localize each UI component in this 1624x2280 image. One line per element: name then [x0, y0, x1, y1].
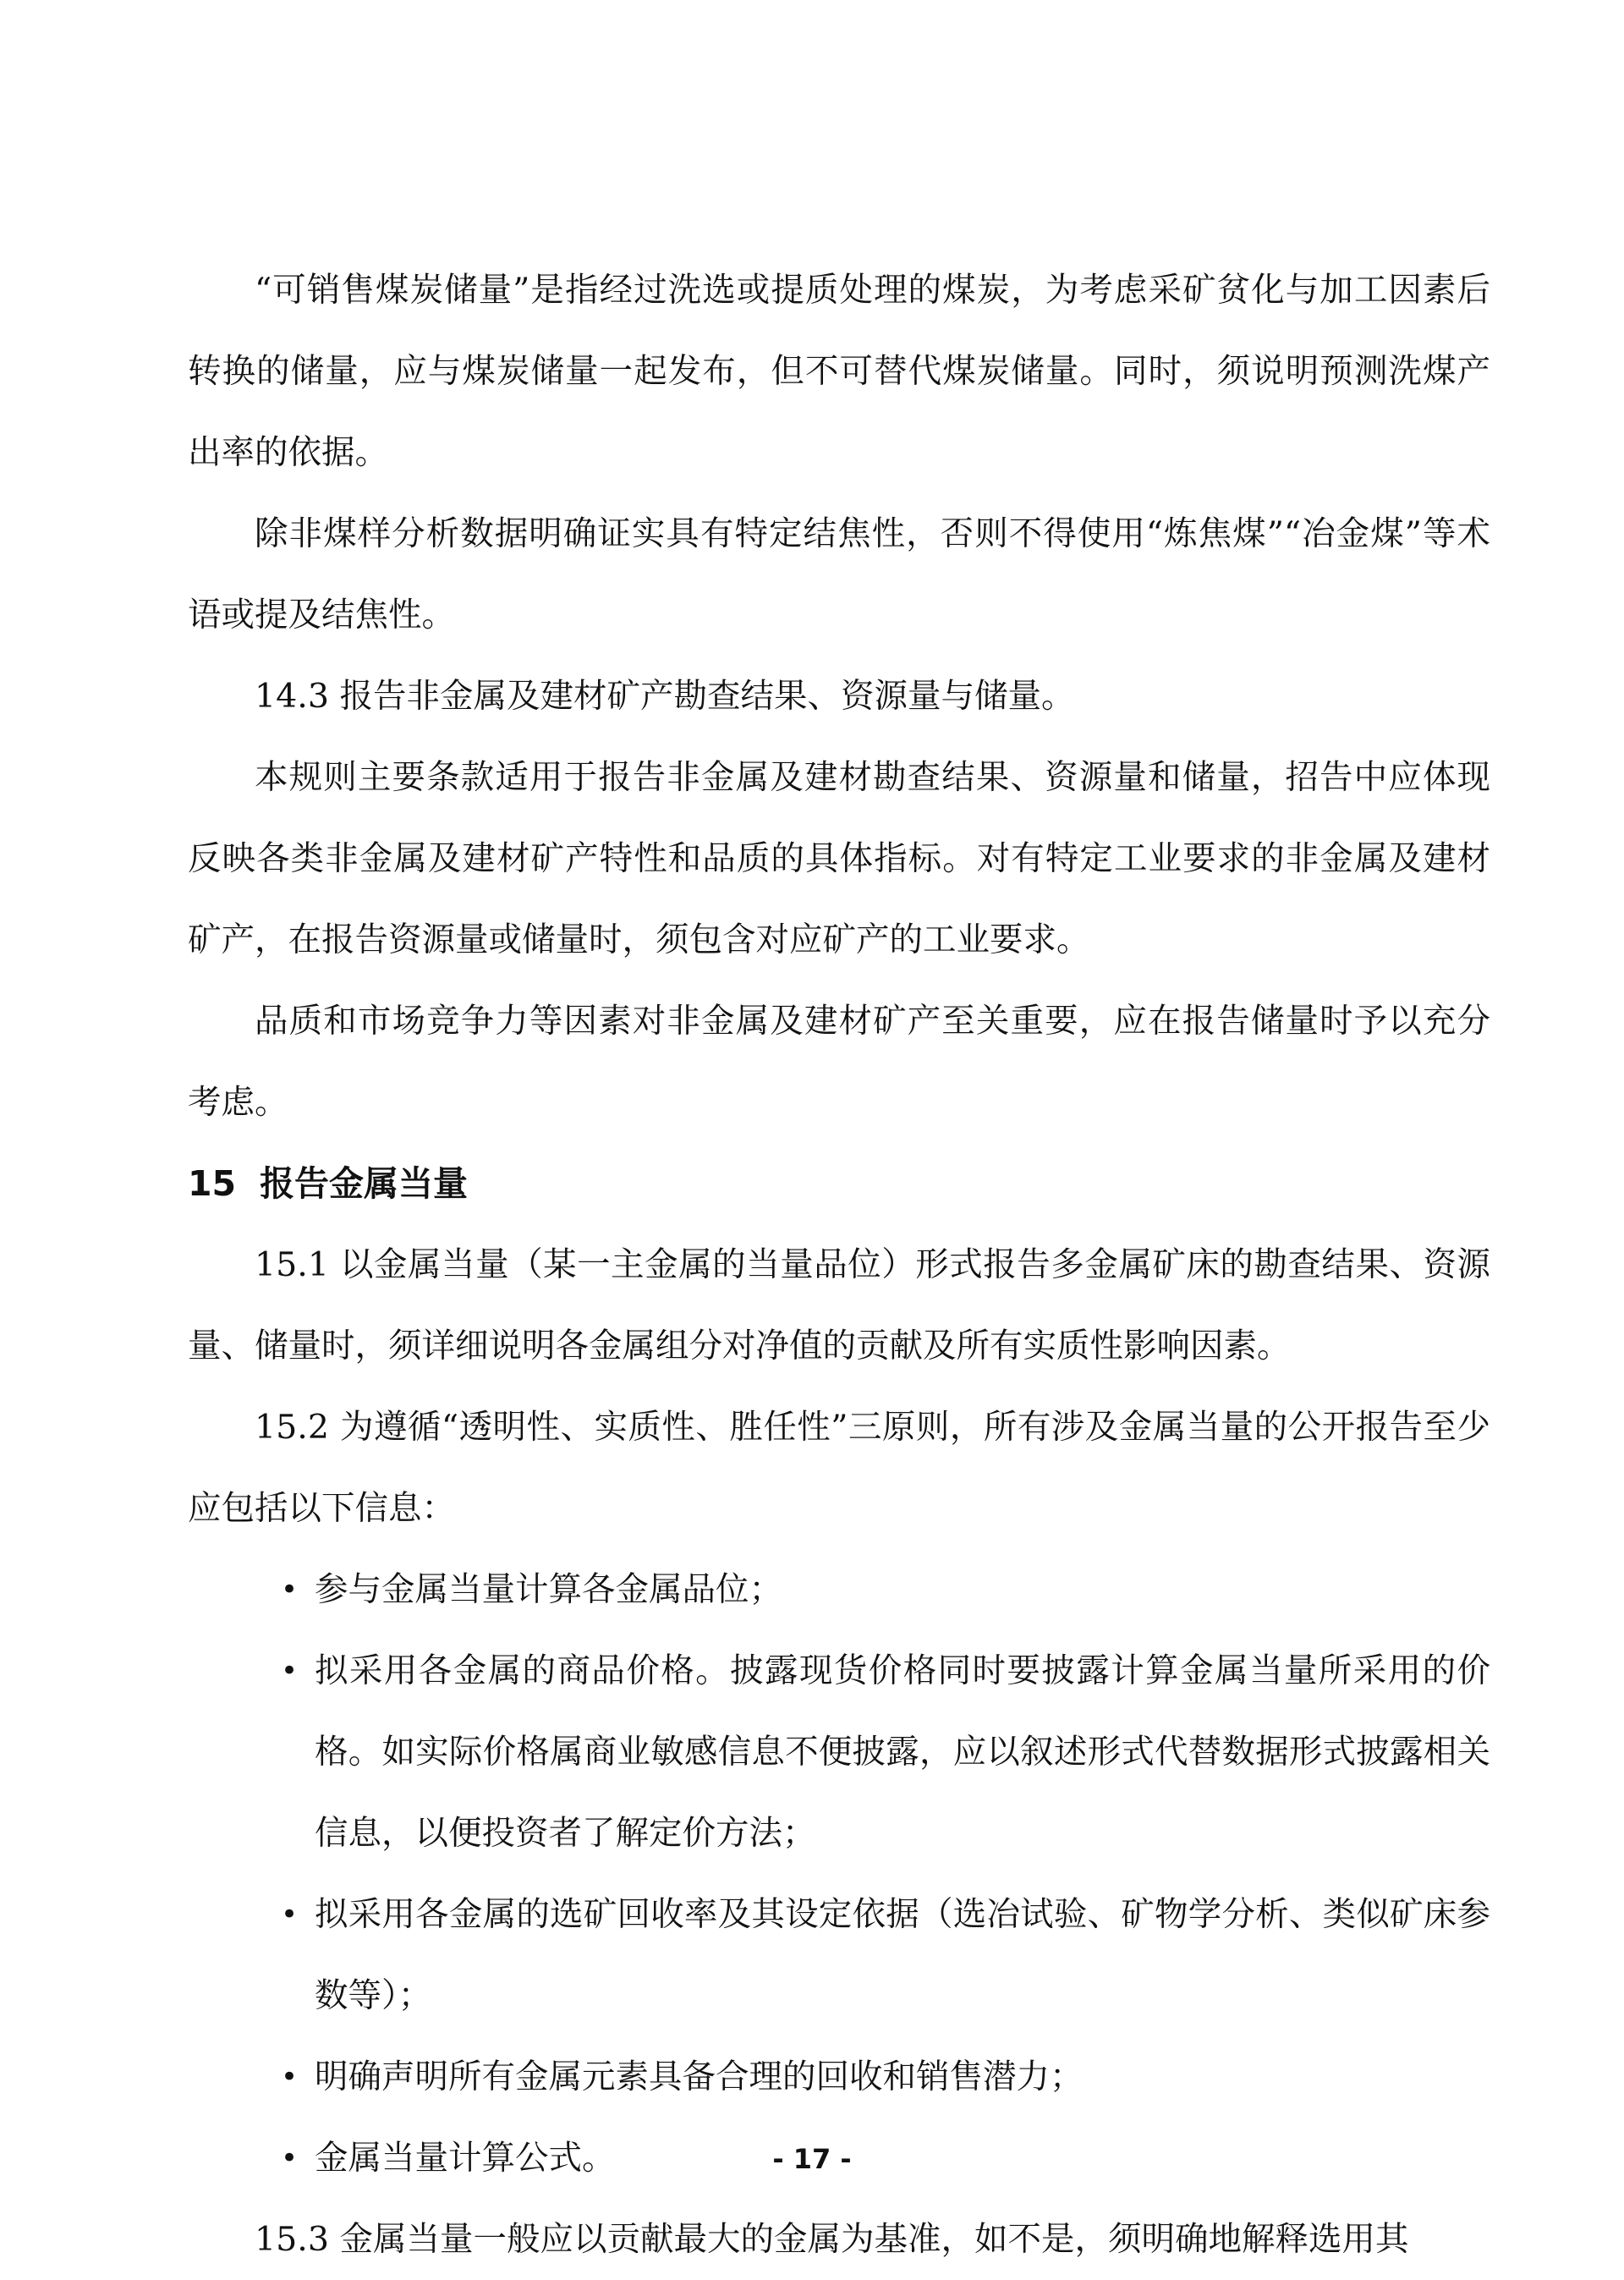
page-number: - 17 - [772, 2143, 852, 2175]
requirements-list [188, 1549, 1490, 2199]
paragraph-15-3: 15.3 金属当量一般应以贡献最大的金属为基准，如不是，须明确地解释选用其 [255, 2220, 1409, 2259]
bullet-icon: • [281, 1654, 299, 1688]
paragraph-quality-market: 品质和市场竞争力等因素对非金属及建材矿产至关重要，应在报告储量时予以充分考虑。 [188, 1002, 1490, 1122]
paragraph-saleable-coal: “可销售煤炭储量”是指经过洗选或提质处理的煤炭，为考虑采矿贫化与加工因素后转换的储量，应与煤炭储量一起发布，但不可替代煤炭储量。同时，须说明预测洗煤产出率的依据。 [188, 271, 1490, 472]
paragraph-15-2: 15.2 为遵循“透明性、实质性、胜任性”三原则，所有涉及金属当量的公开报告至少应包括以下信息： [188, 1408, 1490, 1528]
section-number: 15 [188, 1163, 237, 1204]
bullet-icon: • [281, 1573, 299, 1607]
list-item [188, 1549, 1490, 1630]
list-item [188, 1874, 1490, 2036]
list-item-text: 明确声明所有金属元素具备合理的回收和销售潜力； [315, 2057, 1084, 2096]
list-item-text: 金属当量计算公式。 [315, 2139, 616, 2178]
paragraph-15-1: 15.1 以金属当量（某一主金属的当量品位）形式报告多金属矿床的勘查结果、资源量、储量时，须详细说明各金属组分对净值的贡献及所有实质性影响因素。 [188, 1245, 1490, 1365]
section-heading [188, 1143, 1490, 1224]
list-item-text: 拟采用各金属的商品价格。披露现货价格同时要披露计算金属当量所采用的价格。如实际价格属商业敏感信息不便披露，应以叙述形式代替数据形式披露相关信息，以便投资者了解定价方法； [315, 1651, 1490, 1853]
list-item-text: 参与金属当量计算各金属品位； [315, 1570, 782, 1609]
paragraph-14-3: 14.3 报告非金属及建材矿产勘查结果、资源量与储量。 [255, 677, 1075, 716]
paragraph-nonmetal-rules: 本规则主要条款适用于报告非金属及建材勘查结果、资源量和储量，招告中应体现反映各类非金属及建材矿产特性和品质的具体指标。对有特定工业要求的非金属及建材矿产，在报告资源量或储量时，须包含对应矿产的工业要求。 [188, 758, 1490, 959]
list-item-text: 拟采用各金属的选矿回收率及其设定依据（选冶试验、矿物学分析、类似矿床参数等）； [315, 1895, 1490, 2015]
bullet-icon: • [281, 2141, 299, 2175]
bullet-icon: • [281, 1898, 299, 1931]
list-item [188, 1630, 1490, 1874]
bullet-icon: • [281, 2060, 299, 2094]
page-body [188, 250, 1490, 2280]
paragraph-coking-coal: 除非煤样分析数据明确证实具有特定结焦性，否则不得使用“炼焦煤”“冶金煤”等术语或提及结焦性。 [188, 514, 1490, 635]
section-title: 报告金属当量 [260, 1163, 469, 1204]
list-item [188, 2036, 1490, 2118]
